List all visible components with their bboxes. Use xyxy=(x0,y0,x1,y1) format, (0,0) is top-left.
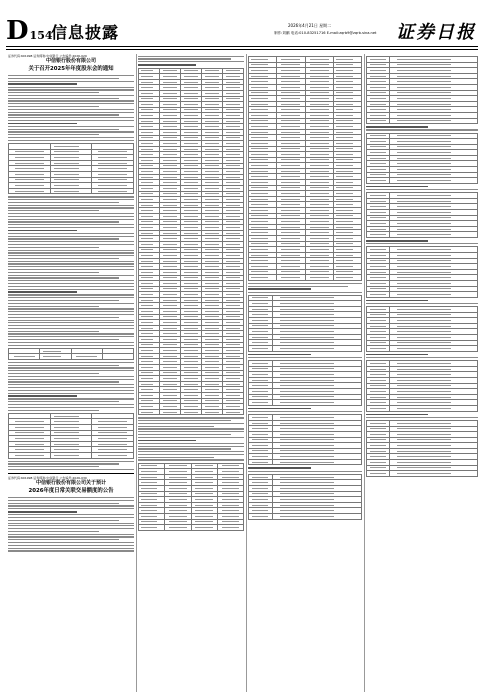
editor-line: 制作:刘鹏 电话:010-83251716 E-mail:zqrb9@zqrb.sina.net xyxy=(274,31,377,35)
data-table xyxy=(366,360,478,411)
notice-title: 2026年度日常关联交易额度的公告 xyxy=(28,488,114,495)
body-text xyxy=(366,240,478,244)
data-table xyxy=(248,56,362,281)
body-text xyxy=(8,461,134,471)
notice-company: 中信银行股份有限公司关于预计 xyxy=(35,480,106,487)
page-badge: D154 xyxy=(6,16,53,46)
page-header xyxy=(6,18,478,44)
column-2 xyxy=(138,54,244,694)
data-table xyxy=(8,413,134,459)
data-table xyxy=(366,246,478,297)
page-number: 154 xyxy=(29,29,53,42)
notice-divider xyxy=(8,473,134,474)
header-rule xyxy=(6,46,478,47)
body-text xyxy=(366,300,478,304)
data-table xyxy=(138,463,244,531)
body-text xyxy=(366,186,478,190)
body-text xyxy=(248,467,362,471)
data-table xyxy=(366,192,478,238)
body-text xyxy=(138,417,244,460)
column-3 xyxy=(248,54,362,694)
column-4 xyxy=(366,54,478,694)
data-table xyxy=(366,420,478,477)
body-text xyxy=(8,497,134,551)
header-rule-thin xyxy=(6,49,478,50)
notice-company: 中信银行股份有限公司 xyxy=(45,58,96,64)
notice-title: 关于召开2025年年度股东会的通知 xyxy=(28,66,114,72)
column-divider xyxy=(364,54,365,692)
data-table xyxy=(248,295,362,352)
data-table xyxy=(248,414,362,465)
column-divider xyxy=(136,54,137,692)
body-text xyxy=(366,354,478,358)
notice-meta: 证券代码:601998 证券简称:中信银行 公告编号:2026-029 xyxy=(8,54,87,58)
notice-meta: 证券代码:601998 证券简称:中信银行 公告编号:2026-030 xyxy=(8,476,87,481)
body-text xyxy=(8,75,134,141)
body-text xyxy=(8,196,134,345)
data-table xyxy=(248,474,362,520)
newspaper-logo: 证券日报 xyxy=(396,22,476,43)
body-text xyxy=(366,414,478,418)
body-text xyxy=(138,56,244,66)
data-table xyxy=(366,56,478,124)
data-table xyxy=(8,143,134,194)
column-divider xyxy=(246,54,247,692)
body-text xyxy=(366,126,478,130)
data-table xyxy=(366,306,478,352)
body-text xyxy=(8,362,134,411)
body-text xyxy=(248,408,362,412)
data-table xyxy=(138,68,244,416)
issue-date: 2026年4月21日 星期二 xyxy=(288,23,332,28)
data-table xyxy=(366,133,478,184)
data-table xyxy=(8,348,134,360)
data-table xyxy=(248,360,362,406)
column-1 xyxy=(8,54,134,694)
body-text xyxy=(248,354,362,358)
body-text xyxy=(248,283,362,293)
section-title: 信息披露 xyxy=(51,23,120,42)
